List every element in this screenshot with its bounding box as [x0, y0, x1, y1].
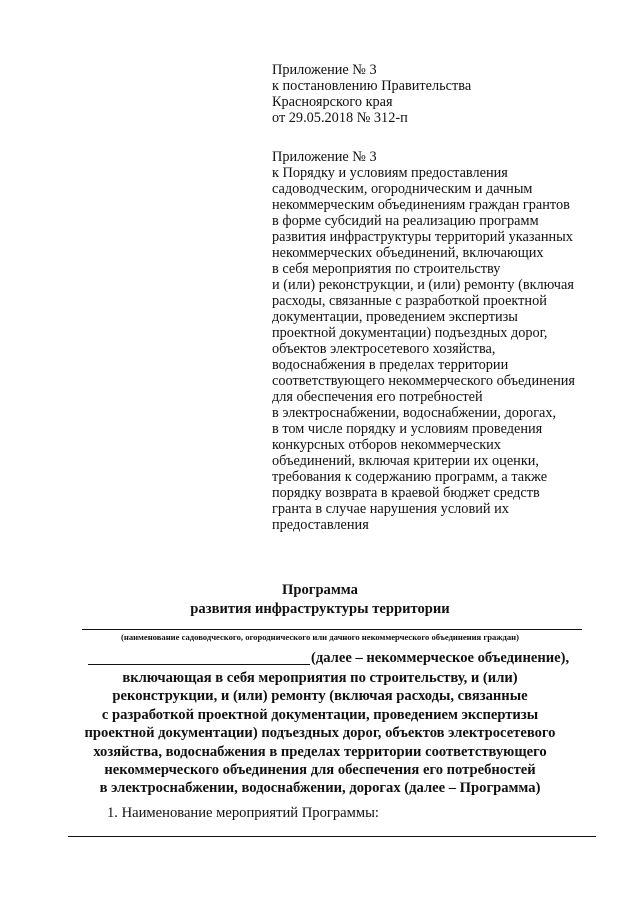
appendix-line: в том числе порядку и условиям проведения — [272, 421, 543, 437]
description-line: проектной документации) подъездных дорог, объектов электросетевого — [84, 725, 556, 742]
description-line: некоммерческого объединения для обеспечения его потребностей — [104, 762, 536, 779]
appendix-line: проектной документации) подъездных дорог, — [272, 325, 548, 341]
program-description — [0, 669, 640, 798]
appendix-to-procedure — [272, 149, 612, 533]
appendix-line: конкурсных отборов некоммерческих — [272, 437, 501, 453]
appendix-line: от 29.05.2018 № 312-п — [272, 110, 408, 126]
appendix-line: документации, проведением экспертизы — [272, 309, 518, 325]
appendix-line: Приложение № 3 — [272, 62, 377, 78]
appendix-line: некоммерческих объединений, включающих — [272, 245, 544, 261]
appendix-line: в электроснабжении, водоснабжении, дорогах, — [272, 405, 557, 421]
fill-in-blank-line — [68, 836, 596, 837]
appendix-to-resolution — [272, 62, 612, 126]
appendix-line: в себя мероприятия по строительству — [272, 261, 501, 277]
program-title: Программа — [282, 582, 358, 598]
appendix-line: для обеспечения его потребностей — [272, 389, 483, 405]
appendix-line: гранта в случае нарушения условий их — [272, 501, 509, 517]
description-line: с разработкой проектной документации, проведением экспертизы — [101, 706, 539, 723]
appendix-line: некоммерческим объединениям граждан грантов — [272, 197, 570, 213]
section-item-1: 1. Наименование мероприятий Программы: — [107, 805, 379, 821]
appendix-line: садоводческим, огородническим и дачным — [272, 181, 533, 197]
appendix-line: расходы, связанные с разработкой проектной — [272, 293, 547, 309]
appendix-line: соответствующего некоммерческого объединения — [272, 373, 575, 389]
appendix-line: Красноярского края — [272, 94, 393, 110]
appendix-line: объединений, включая критерии их оценки, — [272, 453, 539, 469]
program-subtitle: развития инфраструктуры территории — [190, 601, 450, 617]
appendix-line: порядку возврата в краевой бюджет средств — [272, 485, 540, 501]
description-line: хозяйства, водоснабжения в пределах территории соответствующего — [93, 743, 547, 760]
appendix-line: требования к содержанию программ, а также — [272, 469, 548, 485]
appendix-line: к Порядку и условиям предоставления — [272, 165, 508, 181]
description-line: реконструкции, и (или) ремонту (включая расходы, связанные — [112, 688, 528, 705]
appendix-line: и (или) реконструкции, и (или) ремонту (включая — [272, 277, 574, 293]
appendix-line: водоснабжения в пределах территории — [272, 357, 509, 373]
organization-name-blank — [82, 629, 582, 630]
organization-short-blank — [88, 664, 310, 665]
appendix-line: к постановлению Правительства — [272, 78, 472, 94]
appendix-line: в форме субсидий на реализацию программ — [272, 213, 539, 229]
description-first-line: (далее – некоммерческое объединение), — [311, 650, 570, 666]
description-line: включающая в себя мероприятия по строительству, и (или) — [122, 670, 518, 686]
organization-name-caption: (наименование садоводческого, огороднического или дачного некоммерческого объединения граждан) — [121, 632, 519, 642]
appendix-line: Приложение № 3 — [272, 149, 377, 165]
appendix-line: предоставления — [272, 517, 369, 533]
appendix-line: развития инфраструктуры территорий указанных — [272, 229, 573, 245]
appendix-line: объектов электросетевого хозяйства, — [272, 341, 496, 357]
description-line: в электроснабжении, водоснабжении, дорогах (далее – Программа) — [99, 780, 541, 797]
